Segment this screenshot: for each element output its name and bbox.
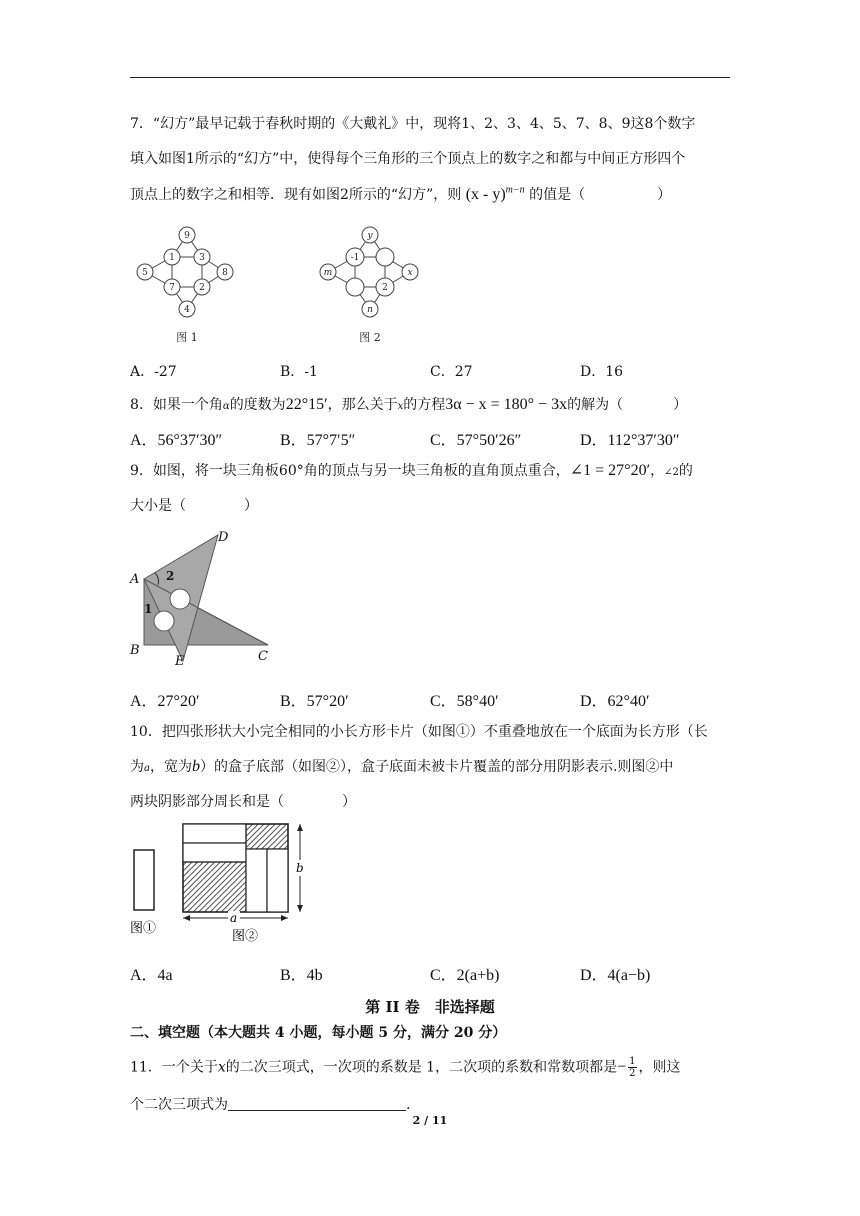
header-rule: [130, 77, 730, 78]
q8-option-d[interactable]: D．112°37′30″: [580, 432, 680, 449]
q8-text-1: 8．如果一个角: [130, 397, 223, 413]
q7-line3-text: 顶点上的数字之和相等．现有如图2所示的“幻方”，则: [130, 187, 462, 203]
q7-figure-2: [313, 222, 425, 346]
fig2-caption: 图 2: [359, 331, 381, 344]
page-number: 2 / 11: [412, 1114, 448, 1127]
q9-angle-value: ∠1 = 27°20′: [569, 462, 651, 479]
q9-option-a[interactable]: A．27°20′: [130, 693, 200, 710]
section-heading: 二、填空题（本大题共 4 小题，每小题 5 分，满分 20 分）: [130, 1025, 507, 1041]
q10-line2: [130, 756, 673, 776]
q10-fig1-caption: 图①: [130, 921, 157, 936]
q7-expression: [466, 186, 525, 203]
q11-x: x: [217, 1059, 226, 1076]
fig1-top-value: 9: [184, 231, 190, 241]
q8-text-2: 的度数为: [229, 397, 286, 413]
fig1-bl-value: 7: [169, 283, 175, 293]
q7-expr-base: (x - y): [465, 186, 506, 203]
q7-paren-close: ）: [657, 187, 672, 203]
q10-text-2: ，宽为: [149, 759, 192, 775]
q10-label-b: b: [296, 861, 304, 875]
fig1-bottom-value: 4: [184, 305, 190, 315]
q10-label-a: a: [230, 911, 238, 925]
q7-option-d[interactable]: D．16: [580, 364, 624, 380]
fig1-left-value: 5: [142, 268, 148, 278]
q8-alpha: α: [222, 401, 230, 412]
q10-text-3: ）的盒子底部（如图②），盒子底面未被卡片覆盖的部分用阴影表示.则图②中: [199, 759, 674, 775]
q9-paren-close: ）: [244, 498, 258, 514]
fig2-tl-value: -1: [350, 253, 360, 263]
q9-line2: [130, 495, 258, 515]
q7-expr-exponent: m−n: [505, 184, 525, 196]
fig1-right-value: 8: [222, 268, 228, 278]
q8-angle-value: 22°15′: [285, 396, 328, 413]
q9-triangle-figure: [128, 525, 278, 670]
fig1-caption: 图 1: [176, 331, 198, 344]
q9-label-c: C: [258, 649, 268, 664]
q7-paren-open: 的值是（: [529, 187, 586, 203]
q8-x: x: [397, 401, 404, 412]
q10-line1: 10．把四张形状大小完全相同的小长方形卡片（如图①）不重叠地放在一个底面为长方形（长: [130, 724, 708, 740]
q10-option-d[interactable]: D．4(a−b): [580, 967, 651, 984]
q9-text-2: 的: [678, 463, 693, 479]
q9-paren-open: 大小是（: [130, 498, 186, 514]
q9-option-d[interactable]: D．62°40′: [580, 693, 650, 710]
q9-comma: ，: [650, 463, 665, 479]
q11-text-4: 个二次三项式为: [130, 1097, 228, 1113]
q9-label-b: B: [130, 643, 140, 658]
q11-frac-num: 1: [629, 1056, 636, 1067]
q8-text-3: ，那么关于: [327, 397, 398, 413]
q7-figure-1: [130, 222, 242, 346]
q11-text-1: 11．一个关于: [130, 1059, 218, 1076]
q10-option-a[interactable]: A．4a: [130, 967, 173, 984]
q11-fraction: [628, 1056, 636, 1079]
q7-line2: 填入如图1所示的“幻方”中，使得每个三角形的三个顶点上的数字之和都与中间正方形四个: [130, 151, 686, 167]
fig2-right-value: x: [407, 268, 413, 278]
q9-line1: [130, 460, 693, 480]
q10-option-b[interactable]: B．4b: [280, 967, 323, 984]
q9-text-1: 9．如图，将一块三角板60°角的顶点与另一块三角板的直角顶点重合，: [130, 463, 570, 479]
q10-line3: [130, 791, 356, 811]
q8-option-b[interactable]: B．57°7′5″: [280, 432, 356, 449]
q8-stem: [130, 394, 687, 414]
fig2-top-value: y: [367, 231, 373, 241]
q7-option-b[interactable]: B．-1: [280, 364, 318, 380]
q11-text-3: ，则这: [638, 1059, 681, 1076]
q10-paren-close: ）: [342, 794, 356, 810]
q11-period: .: [406, 1097, 411, 1113]
q8-option-a[interactable]: A．56°37′30″: [130, 432, 223, 449]
q9-label-a: A: [130, 572, 140, 587]
q10-card-figure: [128, 818, 328, 946]
fig2-br-value: 2: [382, 283, 388, 293]
q9-angle-2-label: 2: [166, 569, 175, 583]
q10-fig2-caption: 图②: [232, 929, 259, 944]
q9-angle2: ∠2: [664, 467, 679, 478]
q10-text-1: 为: [130, 759, 144, 775]
q11-line2: [130, 1094, 410, 1114]
q9-angle-1-label: 1: [144, 602, 153, 616]
q8-text-4: 的方程: [403, 397, 446, 413]
fig1-tr-value: 3: [199, 253, 205, 263]
q9-label-e: E: [175, 654, 185, 669]
q11-minus: −: [617, 1058, 627, 1076]
q11-answer-blank[interactable]: [228, 1096, 406, 1111]
q8-paren-open: 的解为（: [567, 397, 624, 413]
fig2-left-value: m: [323, 268, 333, 278]
fig1-tl-value: 1: [169, 253, 175, 263]
q7-line3: [130, 184, 671, 204]
q7-option-a[interactable]: A．-27: [130, 364, 177, 380]
q11-line1: [130, 1056, 681, 1079]
q11-frac-den: 2: [629, 1068, 636, 1079]
q8-equation: 3α − x = 180° − 3x: [445, 396, 568, 413]
q10-option-c[interactable]: C．2(a+b): [430, 967, 500, 984]
q11-text-2: 的二次三项式，一次项的系数是 1，二次项的系数和常数项都是: [225, 1059, 618, 1076]
q8-paren-close: ）: [673, 397, 688, 413]
q7-line1: 7．“幻方”最早记载于春秋时期的《大戴礼》中，现将1、2、3、4、5、7、8、9这8个数字: [130, 116, 696, 132]
fig1-br-value: 2: [199, 283, 205, 293]
q10-a: a: [144, 763, 150, 774]
q9-option-b[interactable]: B．57°20′: [280, 693, 349, 710]
q10-paren-open: 两块阴影部分周长和是（: [130, 794, 284, 810]
fig2-bottom-value: n: [367, 305, 373, 315]
q10-b: b: [191, 758, 200, 775]
section-title: 第 II 卷 非选择题: [365, 998, 495, 1016]
q7-option-c[interactable]: C．27: [430, 364, 473, 380]
q8-option-c[interactable]: C．57°50′26″: [430, 432, 522, 449]
q9-label-d: D: [218, 530, 229, 545]
q9-option-c[interactable]: C．58°40′: [430, 693, 499, 710]
